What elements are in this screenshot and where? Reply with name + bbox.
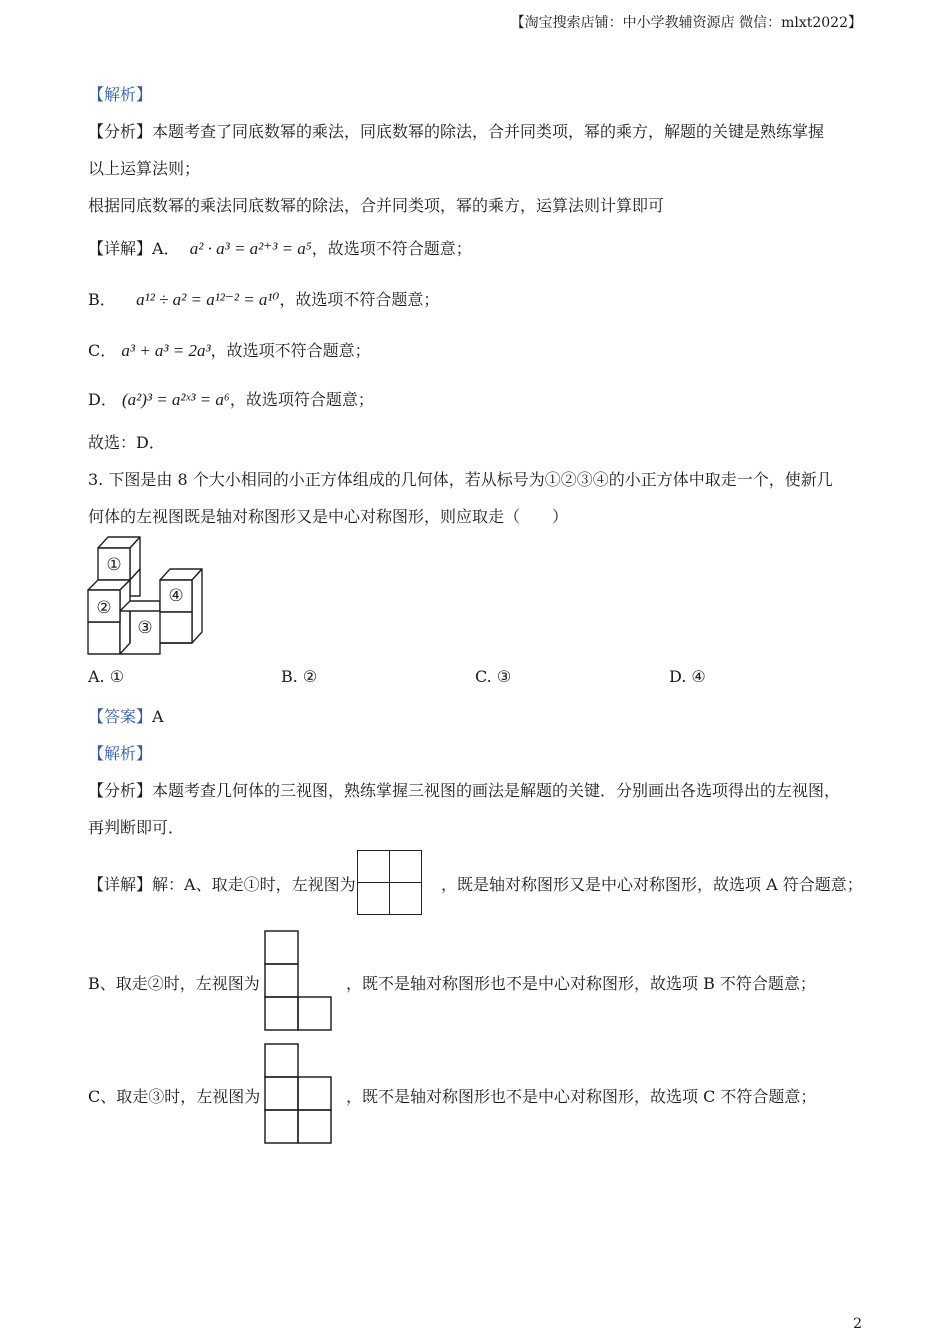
q3-answer-value: A [152,707,164,726]
q2-a-tail: ，故选项不符合题意； [311,239,472,258]
cube-figure [84,532,208,658]
q3-xiangjie-tag: 【详解】 [88,875,153,894]
q2-fenxi-tag: 【分析】 [88,122,153,141]
option-b: B. ② [281,667,318,686]
option-d: D. ④ [669,667,706,686]
q3-stem-line1: 3. 下图是由 8 个大小相同的小正方体组成的几何体，若从标号为①②③④的小正方体中取走一个，使新几 [88,470,833,489]
q2-fenxi-text1: 本题考查了同底数幂的乘法，同底数幂的除法，合并同类项，幂的乘方，解题的关键是熟练掌握 [152,122,825,141]
q2-analysis-line1 [88,119,824,142]
q3-detail-b-pre: B、取走②时，左视图为 [88,974,260,993]
left-view-c [264,1043,334,1146]
q2-conclusion: 故选：D． [88,433,165,452]
option-c: C. ③ [475,667,512,686]
label-4: ④ [168,586,184,606]
label-1: ① [106,555,122,575]
q3-jiexi-tag: 【解析】 [88,744,153,763]
q2-a-math: a² · a³ = a²⁺³ = a⁵ [189,239,312,258]
q2-c-label: C． [88,341,117,360]
cube4-lower-front [160,612,192,643]
left-view-a [357,850,422,915]
q2-b-tail: ，故选项不符合题意； [279,290,440,309]
q2-d-tail: ，故选项符合题意； [229,390,374,409]
q3-fenxi-tag: 【分析】 [88,781,153,800]
q2-analysis-line2: 以上运算法则； [88,159,201,178]
cube-bottom-left [88,622,120,654]
q2-xiangjie-tag: 【详解】 [88,239,153,258]
option-a: A. ① [88,667,125,686]
q3-fenxi-text1: 本题考查几何体的三视图，熟练掌握三视图的画法是解题的关键．分别画出各选项得出的左视图， [152,781,841,800]
q3-stem-line2: 何体的左视图既是轴对称图形又是中心对称图形，则应取走（ ） [88,507,569,526]
q3-analysis-line2: 再判断即可． [88,818,185,837]
q3-answer [88,704,164,727]
page-number: 2 [853,1316,862,1332]
q2-c-math: a³ + a³ = 2a³ [121,341,211,360]
label-2: ② [96,598,112,618]
cube2-side [120,580,130,654]
q3-analysis-line1 [88,778,840,801]
q3-answer-tag: 【答案】 [88,707,153,726]
q2-c-tail: ，故选项不符合题意； [210,341,371,360]
q2-d-label: D． [88,390,117,409]
q2-a-label: A． [152,239,180,258]
page-header: 【淘宝搜索店铺：中小学教辅资源店 微信：mlxt2022】 [510,15,862,31]
label-3: ③ [137,618,153,638]
q3-detail-a-post: ，既是轴对称图形又是中心对称图形，故选项 A 符合题意； [441,875,863,894]
q2-detail-c [88,338,371,361]
q3-detail-b-post: ，既不是轴对称图形也不是中心对称图形，故选项 B 不符合题意； [346,974,816,993]
left-view-b [264,930,334,1033]
q2-detail-d [88,387,374,410]
q2-detail-a [88,236,472,259]
q3-detail-a-pre [88,872,356,895]
q2-b-label: B． [88,290,116,309]
cube4-side [192,569,202,643]
q3-detail-c-post: ，既不是轴对称图形也不是中心对称图形，故选项 C 不符合题意； [346,1087,817,1106]
q2-analysis-line3: 根据同底数幂的乘法同底数幂的除法，合并同类项，幂的乘方，运算法则计算即可 [88,196,665,215]
q2-detail-b [88,287,439,310]
q2-d-math: (a²)³ = a²ˣ³ = a⁶ [121,390,230,409]
q3-detail-c-pre: C、取走③时，左视图为 [88,1087,261,1106]
q3-detail-a-text: 解：A、取走①时，左视图为 [152,875,356,894]
q2-jiexi-tag: 【解析】 [88,85,153,104]
q2-b-math: a¹² ÷ a² = a¹²⁻² = a¹⁰ [136,290,280,309]
